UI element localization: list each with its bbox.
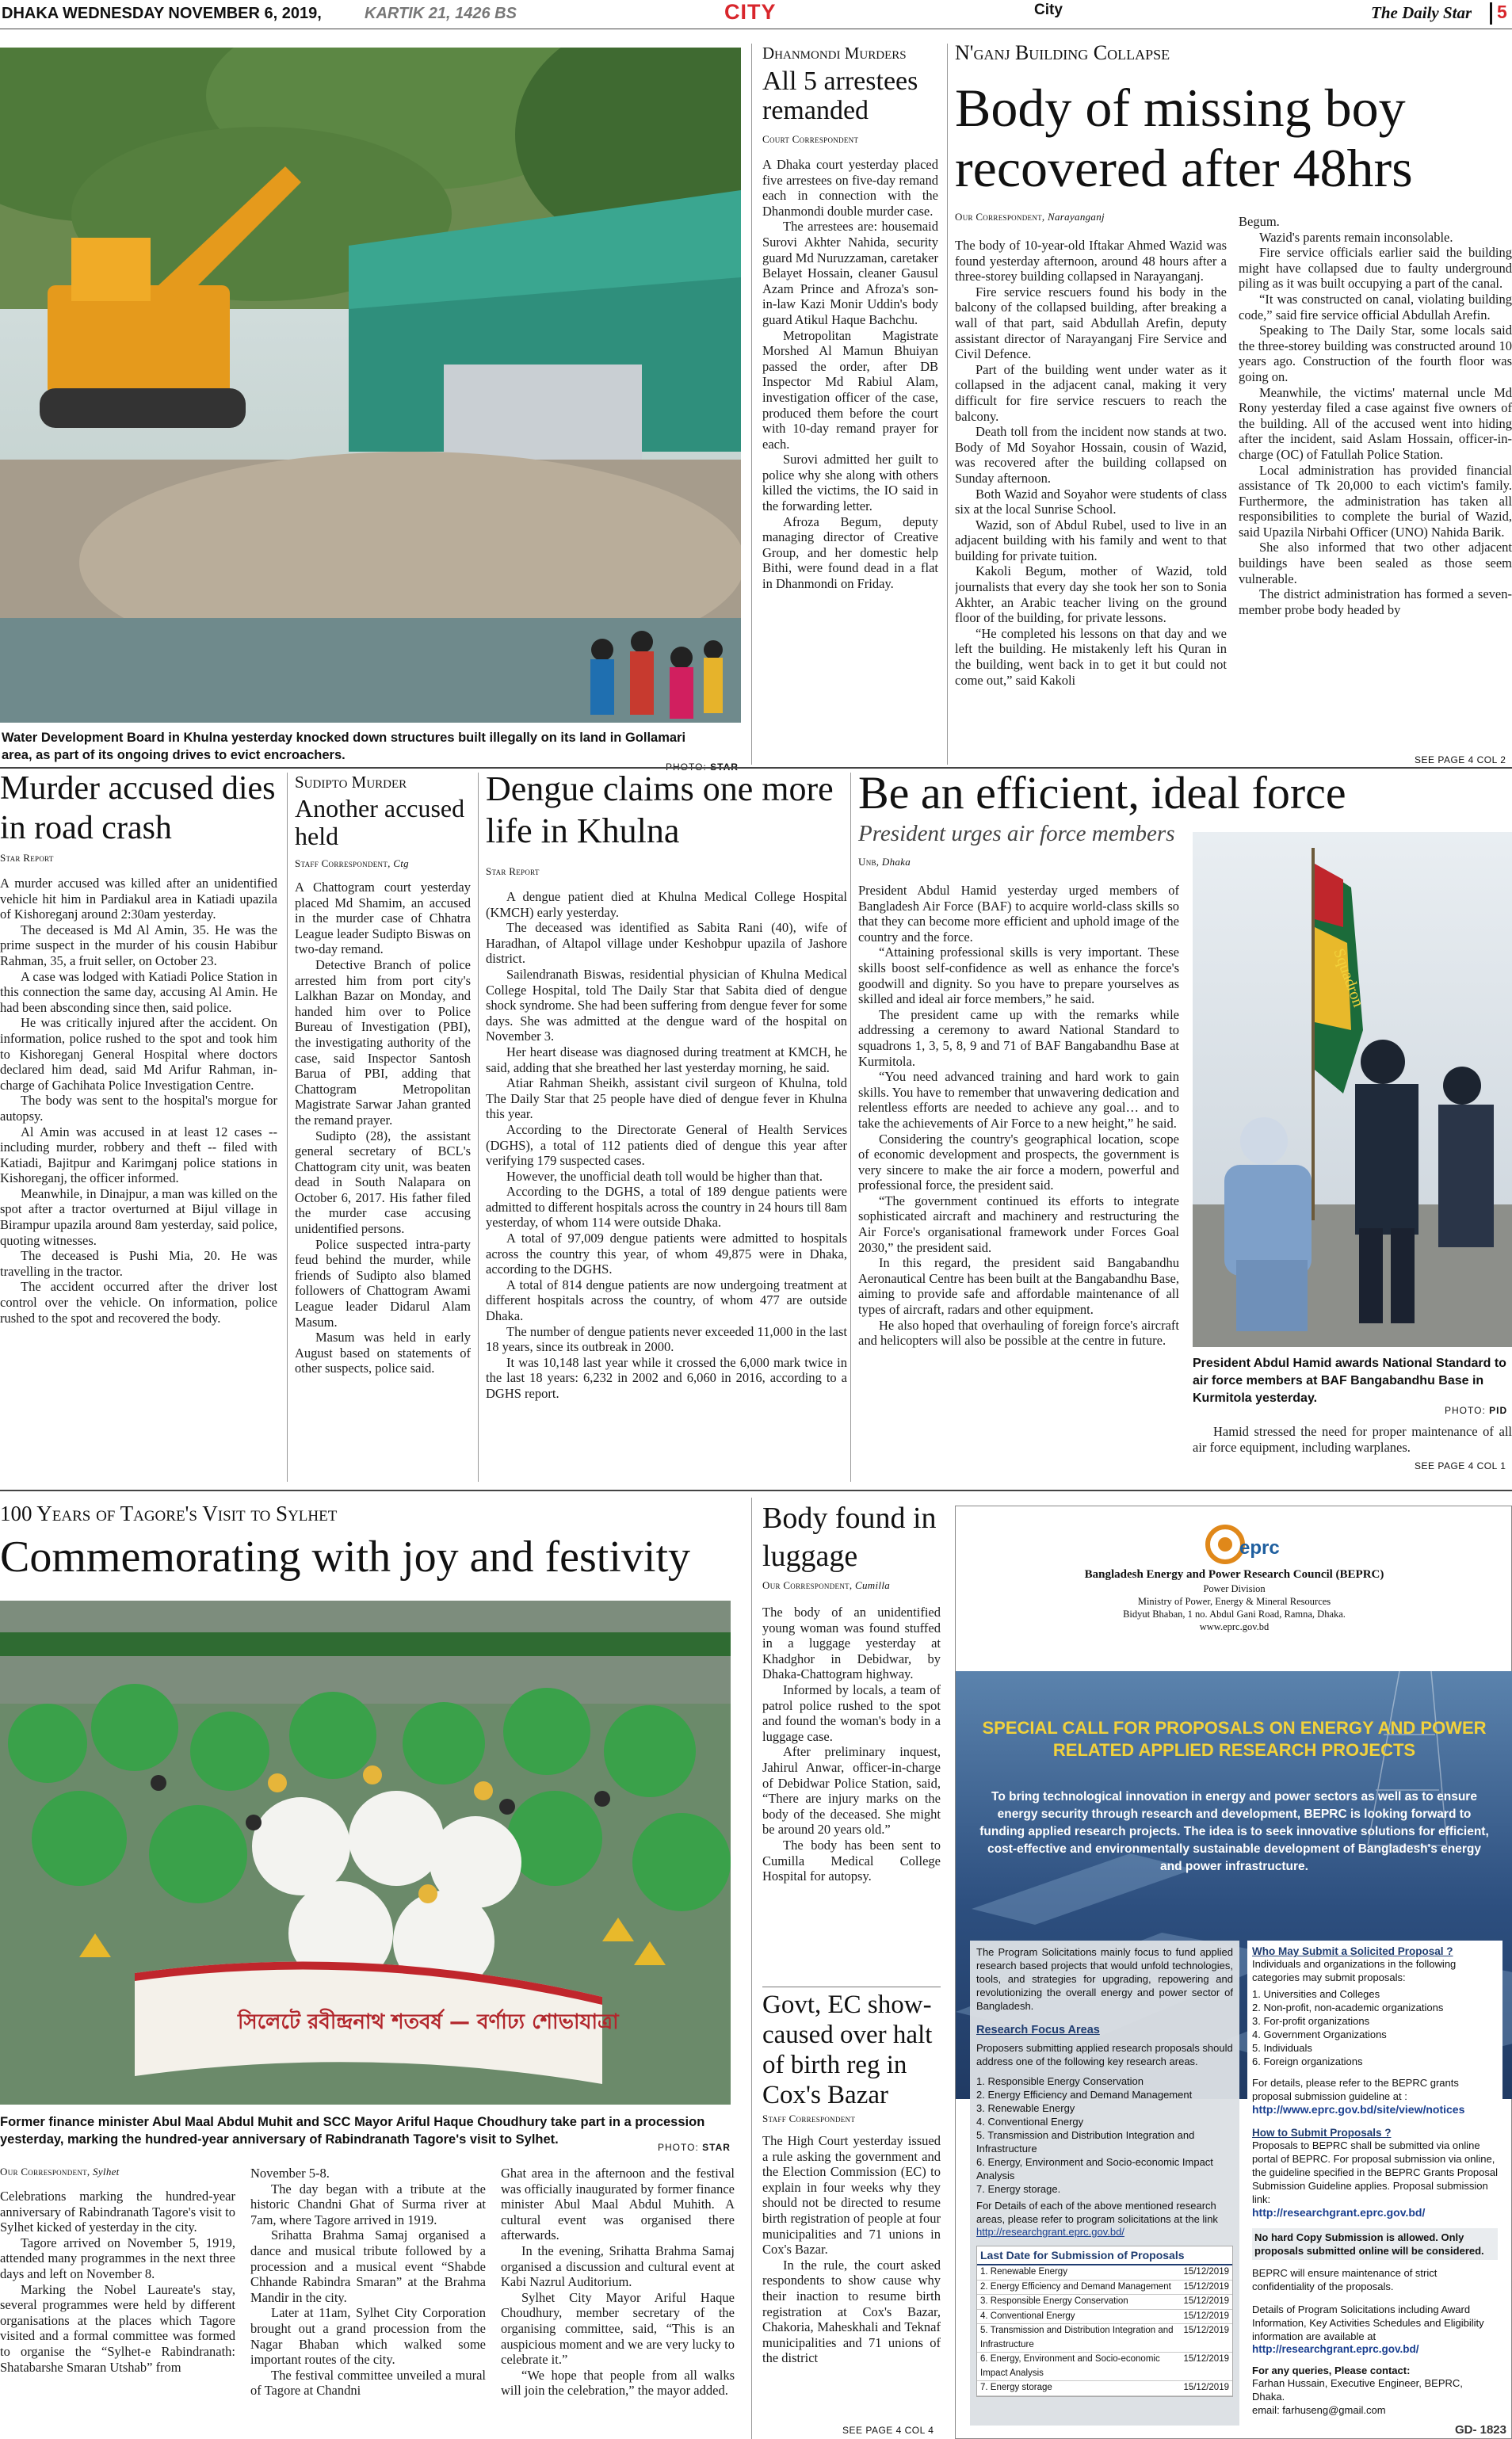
paragraph: The festival committee unveiled a mural of Tagore at Chandni (250, 2367, 486, 2399)
deadline-title: Last Date for Submission of Proposals (977, 2246, 1232, 2265)
paragraph: “Attaining professional skills is very important. These skills boost self-confidence as well as enhance the force's goodwill and dignity. So you have to prepare yourselves as skilled and ideal air force members,” he said. (858, 945, 1179, 1007)
paragraph: Considering the country's geographical location, scope of economic development and prospects, the government is very sincere to make the air force a modern, powerful and professional force, the president said. (858, 1131, 1179, 1193)
table-row (977, 2324, 1232, 2353)
who-title: Who May Submit a Solicited Proposal ? (1252, 1945, 1453, 1957)
paragraph: November 5-8. (250, 2166, 330, 2181)
paragraph: Wazid, son of Abdul Rubel, used to live in an adjacent building with his family and went to that building for private tuition. (955, 517, 1227, 563)
date-cell: 15/12/2019 (1183, 2311, 1229, 2321)
paragraph: Meanwhile, the victims' maternal uncle Md Rony yesterday filed a case against five owners of the building. All of the accused went into hiding after the incident, said Aslam Hossain, officer-in-charge (OC) of Fatullah Police Station. (1239, 384, 1512, 462)
date-cell: 15/12/2019 (1183, 2354, 1229, 2364)
paragraph: A murder accused was killed after an unidentified vehicle hit him in Pardiakul area in Katiadi upazila of Kishoreganj around 2:30am yesterday. (0, 876, 277, 922)
paragraph: Meanwhile, in Dinajpur, a man was killed on the spot after a tractor overturned at Bijul village in Birampur upazila around 8am yesterday, said police, quoting witnesses. (0, 1185, 277, 1248)
tagore-headline: Commemorating with joy and festivity (0, 1532, 691, 1582)
paragraph: Later at 11am, Sylhet City Corporation brought out a grand procession from the Nagar Bhaban which walked some important routes of the city. (250, 2305, 486, 2368)
paragraph: A total of 814 dengue patients are now undergoing treatment at different hospitals across the country, of whom 477 are outside Dhaka. (486, 1277, 847, 1324)
airforce-subhead: President urges air force members (858, 821, 1175, 846)
area-cell: 5. Transmission and Distribution Integration and Infrastructure (980, 2326, 1174, 2349)
paragraph: After preliminary inquest, Jahirul Anwar, officer-in-charge of Debidwar Police Station, said, “There are injury marks on the body of the deceased. She might be around 20 years old.” (762, 1744, 941, 1838)
who-list (1252, 1987, 1498, 2068)
ad-website: www.eprc.gov.bd (1199, 1621, 1270, 1632)
paragraph: It was 10,148 last year while it crossed the 6,000 mark twice in the last 18 years: 6,232 in 2002 and 6,060 in 2016, according to a DGHS report. (486, 1354, 847, 1401)
paragraph: Both Wazid and Soyahor were students of class six at the local Sunrise School. (955, 486, 1227, 517)
byline-place: Sylhet (93, 2166, 120, 2178)
murder-body (0, 876, 277, 1478)
banner-text: সিলেটে রবীন্দ্রনাথ শতবর্ষ — বর্ণাঢ্য শোভাযাত্রা (238, 2010, 619, 2034)
focus-intro: Proposers submitting applied research proposals should address one of the following key research areas. (976, 2042, 1233, 2067)
paragraph: “You need advanced training and hard work to gain skills. You have to remember that unwavering dedication and relentless efforts are needed to achieve any goal… and to take the achievements of Air Force to a new height,” he said. (858, 1069, 1179, 1131)
table-row (977, 2265, 1232, 2281)
date-cell: 15/12/2019 (1183, 2383, 1229, 2392)
sudipto-headline: Another accused held (295, 794, 465, 850)
paragraph: Sylhet City Mayor Ariful Haque Choudhury, member secretary of the organising committee, said, “This is an auspicious moment and we are very lucky to celebrate it.” (501, 2289, 735, 2368)
schedule-link[interactable]: http://researchgrant.eprc.gov.bd/ (1252, 2343, 1419, 2355)
paragraph: “He completed his lessons on that day and we left the building. He mistakenly left his Quran in the building, went back in to get it but could not come out,” said Kakoli (955, 625, 1227, 688)
tagore-body-2 (250, 2166, 486, 2439)
paragraph: Death toll from the incident now stands at two. Body of Md Soyahor Hossain, cousin of Wazid, was recovered after the building collapsed on Sunday afternoon. (955, 424, 1227, 486)
sudipto-body (295, 880, 471, 1478)
paragraph: “We hope that people from all walks will join the celebration,” the mayor added. (501, 2367, 735, 2399)
airforce-tail (1193, 1424, 1512, 1457)
ec-headline: Govt, EC show-caused over halt of birth reg in Cox's Bazar (762, 1991, 933, 2109)
tagore-byline (0, 2166, 120, 2178)
tagore-kicker: 100 Years of Tagore's Visit to Sylhet (0, 1502, 338, 1525)
paragraph: The body has been sent to Cumilla Medical College Hospital for autopsy. (762, 1837, 941, 1884)
paragraph: Kakoli Begum, mother of Wazid, told journalists that every day she took her son to Sonia Akhter, an Arabic teacher living on the ground floor of the building, for private lessons. (955, 563, 1227, 626)
dhanmondi-kicker: Dhanmondi Murders (762, 44, 907, 63)
paragraph: A Chattogram court yesterday placed Md Shamim, an accused in the murder case of Chhatra League leader Sudipto Biswas on two-day remand. (295, 880, 471, 957)
paragraph: In this regard, the president said Bangabandhu Aeronautical Centre has been built at the Bangabandhu Base, aiming to provide safe and affordable maintenance of all types of aircraft, radars and other equipment. (858, 1255, 1179, 1318)
procession-photo (0, 1601, 731, 2105)
list-item: 4. Conventional Energy (976, 2116, 1084, 2128)
airforce-photo-credit (1445, 1405, 1507, 1416)
guideline-text: For details, please refer to the BEPRC grants proposal submission guideline at : (1252, 2077, 1459, 2102)
paragraph: The body of an unidentified young woman was found stuffed in a luggage yesterday at Khadghor in Debidwar, by Dhaka-Chattogram highway. (762, 1605, 941, 1682)
paragraph: In the evening, Srihatta Brahma Samaj organised a discussion and cultural event at Kabi Nazrul Auditorium. (501, 2242, 735, 2290)
murder-headline: Murder accused dies in road crash (0, 770, 276, 847)
dateline: DHAKA WEDNESDAY NOVEMBER 6, 2019, (2, 5, 322, 22)
nganj-continued: SEE PAGE 4 COL 2 (1415, 754, 1506, 765)
eprc-logo (1193, 1522, 1281, 1570)
paragraph: Police suspected intra-party feud behind the murder, while friends of Sudipto also blamed followers of Chattogram Awami League leader Didarul Alam Masum. (295, 1236, 471, 1330)
paragraph: He was critically injured after the accident. On information, police rushed to the spot and took him to Kishoreganj General Hospital where doctors declared him dead, said Md Arifur Rahman, in-charge of Gachihata Police Investigation Centre. (0, 1015, 277, 1093)
paragraph: Her heart disease was diagnosed during treatment at KMCH, he said, adding that she breathed her last yesterday morning, he said. (486, 1044, 847, 1075)
luggage-body (762, 1605, 941, 1981)
paragraph: The arrestees are: housemaid Surovi Akhter Nahida, security guard Md Nuruzzaman, caretaker Belayet Hossain, cleaner Gausul Azam Prince and Afroza's son-in-law Kazi Monir Uddin's body guard Atikul Haque Bachchu. (762, 219, 938, 327)
paragraph: Tagore arrived on November 5, 1919, attended many programmes in the next three days and left on November 8. (0, 2235, 235, 2281)
demolition-caption: Water Development Board in Khulna yesterday knocked down structures built illegally on its land in Gollamari area, as part of its ongoing drives to evict encroachers. (2, 731, 686, 762)
paragraph: Begum. (1239, 214, 1280, 229)
paragraph: The deceased is Pushi Mia, 20. He was travelling in the tractor. (0, 1248, 277, 1279)
paragraph: Local administration has provided financial assistance of Tk 20,000 to each victim's family. Furthermore, the administration has taken all responsibilities to complete the burial of Wazid, said Upazila Nirbahi Officer (UNO) Nahida Barik. (1239, 462, 1512, 540)
paragraph: However, the unofficial death toll would be higher than that. (506, 1168, 823, 1184)
paragraph: Marking the Nobel Laureate's stay, several programmes were held by different organisations at the places which Tagore visited and a formal committee was formed to organise the “Sylhet-e Rabindranath: Shatabarshe Smaran Utshab” from (0, 2281, 235, 2375)
contact-email: email: farhuseng@gmail.com (1252, 2404, 1386, 2416)
byline-text: Staff Correspondent, (295, 857, 391, 869)
byline-place: Ctg (393, 857, 409, 869)
nganj-headline: Body of missing boy recovered after 48hrs (955, 78, 1413, 199)
paper-name: The Daily Star (1371, 3, 1472, 22)
dengue-byline: Star Report (486, 865, 540, 877)
section-label: City (1034, 2, 1063, 18)
paragraph: Ghat area in the afternoon and the festival was officially inaugurated by former finance minister Abul Maal Abdul Muhith. A cultural event was organised there afterwards. (501, 2166, 735, 2243)
ad-code: GD- 1823 (1454, 2423, 1506, 2437)
list-item: 1. Responsible Energy Conservation (976, 2075, 1144, 2087)
airforce-photo (1193, 832, 1512, 1347)
paragraph: Detective Branch of police arrested him from port city's Lalkhan Bazar on Monday, and handed him over to Police Bureau of Investigation (PBI), the investigating authority of the case, said Inspector Santosh Barua of PBI, adding that Chattogram Metropolitan Magistrate Sarwar Jahan granted the remand prayer. (295, 956, 471, 1128)
paragraph: The day began with a tribute at the historic Chandni Ghat of Surma river at 7am, where Tagore arrived in 1919. (250, 2181, 486, 2227)
list-item: 2. Non-profit, non-academic organizations (1252, 2002, 1444, 2013)
focus-areas (976, 2074, 1233, 2196)
paragraph: Sailendranath Biswas, residential physician of Khulna Medical College Hospital, told The Daily Star that Sabita died of dengue shock syndrome. She had been suffering from dengue fever for some days. She was admitted at the dengue ward of the hospital on November 3. (486, 966, 847, 1044)
paragraph: The number of dengue patients never exceeded 11,000 in the last 18 years, since its outbreak in 2000. (486, 1323, 847, 1355)
details-text: For Details of each of the above mentioned research areas, please refer to program solicitations at the link (976, 2200, 1218, 2225)
paragraph: Wazid's parents remain inconsolable. (1259, 229, 1453, 245)
logo-text: eprc (1239, 1537, 1280, 1559)
divider (850, 773, 851, 1482)
table-row (977, 2353, 1232, 2381)
divider (947, 44, 948, 765)
page-number: 5 (1497, 2, 1507, 22)
ad-division: Power Division (1203, 1583, 1266, 1594)
ad-org: Bangladesh Energy and Power Research Council (BEPRC) (1084, 1568, 1384, 1581)
flag-text: Squadron (1330, 946, 1368, 1010)
paragraph: The body was sent to the hospital's morgue for autopsy. (0, 1093, 277, 1124)
ad-call-title: SPECIAL CALL FOR PROPOSALS ON ENERGY AND POWER RELATED APPLIED RESEARCH PROJECTS (982, 1718, 1487, 1760)
list-item: 3. For-profit organizations (1252, 2015, 1370, 2027)
paragraph: A case was lodged with Katiadi Police Station in this connection the same day, accusing Al Amin. He had been absconding since then, said police. (0, 968, 277, 1015)
paragraph: She also informed that two other adjacent buildings have been sealed as those seem vulnerable. (1239, 540, 1512, 586)
nganj-byline (955, 211, 1105, 223)
airforce-continued: SEE PAGE 4 COL 1 (1415, 1460, 1506, 1471)
paragraph: The president came up with the remarks while addressing a ceremony to award National Standard to squadrons 1, 3, 5, 8, 9 and 71 of BAF Bangabandhu Base at Kurmitola. (858, 1006, 1179, 1069)
airforce-body (858, 883, 1179, 1479)
ec-byline: Staff Correspondent (762, 2113, 856, 2124)
dateline-bn: KARTIK 21, 1426 BS (365, 5, 517, 22)
list-item: 6. Foreign organizations (1252, 2055, 1363, 2067)
nganj-body-a (955, 238, 1227, 753)
date-cell: 15/12/2019 (1183, 2281, 1229, 2292)
dhanmondi-headline: All 5 arrestees remanded (762, 67, 918, 125)
table-row (977, 2281, 1232, 2296)
paragraph: Surovi admitted her guilt to police why she along with others killed the victims, the IO said in the forwarding letter. (762, 452, 938, 514)
divider (751, 1498, 752, 2439)
paragraph: President Abdul Hamid yesterday urged members of Bangladesh Air Force (BAF) to acquire world-class skills so that they can become more efficient and uphold image of the country and the force. (858, 883, 1179, 945)
area-cell: 3. Responsible Energy Conservation (980, 2296, 1128, 2306)
nganj-kicker: N'ganj Building Collapse (955, 41, 1170, 64)
paragraph: The deceased was identified as Sabita Rani (40), wife of Haradhan, of Altapol village under Keshobpur upazila of Jashore district. (486, 920, 847, 967)
paragraph: The accident occurred after the driver lost control over the vehicle. On information, police rushed to the spot and recovered the body. (0, 1279, 277, 1326)
byline-place: Narayanganj (1048, 211, 1105, 223)
airforce-byline (858, 856, 911, 868)
ad-left-panel (970, 1941, 1239, 2426)
dhanmondi-byline: Court Correspondent (762, 133, 859, 145)
divider (478, 773, 479, 1482)
program-text: The Program Solicitations mainly focus to fund applied research based projects that would unfold technologies, tools, and strategies for upgrading, repowering and revolutionizing the overall energy and power sector of Bangladesh. (976, 1946, 1233, 2012)
credit-name: PID (1489, 1405, 1508, 1416)
masthead (0, 0, 1512, 29)
paragraph: Hamid stressed the need for proper maintenance of all air force equipment, including warplanes. (1193, 1424, 1512, 1455)
paragraph: A total of 97,009 dengue patients were admitted to hospitals across the country this year, of whom 49,875 were in Dhaka, according to the DGHS. (486, 1231, 847, 1277)
hardcopy-note: No hard Copy Submission is allowed. Only proposals submitted online will be considered. (1252, 2228, 1498, 2260)
paragraph: According to the Directorate General of Health Services (DGHS), a total of 112 patients died of dengue this year after verifying 179 suspected cases. (486, 1121, 847, 1169)
list-item: 6. Energy, Environment and Socio-economic Impact Analysis (976, 2156, 1213, 2181)
date-cell: 15/12/2019 (1183, 2296, 1229, 2306)
byline-place: Cumilla (855, 1579, 891, 1591)
paragraph: “It was constructed on canal, violating building code,” said fire service official Abdullah Arefin. (1239, 291, 1512, 323)
paragraph: Sudipto (28), the assistant general secretary of BCL's Chattogram city unit, was beaten dead in South Nalapara on October 6, 2017. His father filed the murder case accusing unidentified persons. (295, 1128, 471, 1237)
sudipto-kicker: Sudipto Murder (295, 773, 407, 792)
paragraph: Al Amin was accused in at least 12 cases -- including murder, robbery and theft -- filed with Katiadi, Bajitpur and Karimganj police stations in Kishoreganj, the officer informed. (0, 1124, 277, 1186)
tagore-body-3 (501, 2166, 735, 2439)
paragraph: A dengue patient died at Khulna Medical College Hospital (KMCH) early yesterday. (486, 889, 847, 920)
procession-caption: Former finance minister Abul Maal Abdul Muhit and SCC Mayor Ariful Haque Choudhury take part in a procession yesterday, marking the hundred-year anniversary of Rabindranath Tagore's visit to Sylhet. (0, 2115, 705, 2147)
area-cell: 4. Conventional Energy (980, 2311, 1075, 2321)
area-cell: 6. Energy, Environment and Socio-economic Impact Analysis (980, 2354, 1160, 2378)
who-intro: Individuals and organizations in the following categories may submit proposals: (1252, 1958, 1457, 1983)
paragraph: Masum was held in early August based on statements of other suspects, police said. (295, 1330, 471, 1376)
demolition-photo (0, 48, 741, 723)
area-cell: 2. Energy Efficiency and Demand Management (980, 2281, 1171, 2292)
beprc-advertisement (955, 1506, 1512, 2439)
how-title: How to Submit Proposals ? (1252, 2127, 1392, 2139)
paragraph: Fire service rescuers found his body in the balcony of the collapsed building, after breaking a wall of that part, said Abdullah Arefin, deputy assistant director of Narayanganj Fire Service and Civil Defence. (955, 284, 1227, 362)
schedule-text: Details of Program Solicitations including Award Information, Key Activities Schedules and Eligibility information are available at (1252, 2304, 1484, 2342)
paragraph: Metropolitan Magistrate Morshed Al Mamun Bhuiyan passed the order, after DB Inspector Md Rabiul Alam, investigation officer of the case, produced them before the court with 10-day remand prayer for each. (762, 327, 938, 452)
area-cell: 1. Renewable Energy (980, 2267, 1067, 2277)
list-item: 5. Individuals (1252, 2042, 1312, 2054)
area-cell: 7. Energy storage (980, 2383, 1052, 2392)
paragraph: Part of the building went under water as it collapsed in the adjacent canal, making it very difficult for fire service rescuers to reach the balcony. (955, 361, 1227, 424)
paragraph: Afroza Begum, deputy managing director of Creative Group, and her domestic help Bithi, were found dead in a flat in Dhanmondi on Friday. (762, 513, 938, 592)
paragraph: A Dhaka court yesterday placed five arrestees on five-day remand each in connection with the Dhanmondi double murder case. (762, 157, 938, 219)
ad-right-panel (1247, 1941, 1502, 2426)
contact-title: For any queries, Please contact: (1252, 2365, 1411, 2376)
paragraph: “The government continued its efforts to integrate sophisticated aircraft and machinery and restructuring the Air Force's organisational framework under Forces Goal 2030,” the president said. (858, 1193, 1179, 1255)
section-title: CITY (724, 0, 777, 24)
paragraph: The deceased is Md Al Amin, 35. He was the prime suspect in the murder of his cousin Habibur Rahman, 35, a fruit seller, on October 23. (0, 922, 277, 968)
guideline-link[interactable]: http://www.eprc.gov.bd/site/view/notices (1252, 2103, 1465, 2116)
list-item: 1. Universities and Colleges (1252, 1988, 1380, 2000)
ad-ministry: Ministry of Power, Energy & Mineral Resources (1137, 1596, 1331, 1607)
ec-body (762, 2133, 941, 2420)
paragraph: Celebrations marking the hundred-year anniversary of Rabindranath Tagore's visit to Sylhet kicked of yesterday in the city. (0, 2189, 235, 2235)
focus-title: Research Focus Areas (976, 2024, 1100, 2036)
list-item: 2. Energy Efficiency and Demand Management (976, 2089, 1193, 2101)
credit-label: PHOTO: (1445, 1405, 1486, 1416)
table-row (977, 2295, 1232, 2310)
byline-text: Unb, (858, 856, 880, 868)
paragraph: Atiar Rahman Sheikh, assistant civil surgeon of Khulna, told The Daily Star that 25 people have died of dengue fever in Khulna this year. (486, 1075, 847, 1122)
list-item: 3. Renewable Energy (976, 2102, 1075, 2114)
paragraph: The High Court yesterday issued a rule asking the government and the Election Commission (EC) to explain in four weeks why they should not be directed to resume birth registration of people at four municipalities and 71 unions in Cox's Bazar. (762, 2133, 941, 2258)
date-cell: 15/12/2019 (1183, 2267, 1229, 2277)
paragraph: The body of 10-year-old Iftakar Ahmed Wazid was found yesterday afternoon, around 48 hours after a three-storey building collapsed in Narayanganj. (955, 238, 1227, 284)
list-item: 4. Government Organizations (1252, 2029, 1387, 2040)
page-divider (1490, 2, 1492, 25)
divider (287, 773, 288, 1482)
divider (751, 44, 752, 765)
ec-continued: SEE PAGE 4 COL 4 (842, 2425, 934, 2436)
paragraph: Fire service officials earlier said the building might have collapsed due to faulty underground piling as it was built occupying a part of the canal. (1239, 245, 1512, 292)
ad-intro: To bring technological innovation in energy and power sectors as well as to ensure energy security through research and development, BEPRC is looking forward to funding applied research projects. The idea is to seek innovative solutions for efficient, cost-effective and environmentally sustainable development of Bangladesh's energy and power infrastructure. (979, 1790, 1489, 1873)
date-cell: 15/12/2019 (1183, 2326, 1229, 2335)
paragraph: Speaking to The Daily Star, some locals said the three-storey building was constructed around 10 years ago. Construction of the fourth floor was going on. (1239, 323, 1512, 384)
credit-label: PHOTO: (658, 2142, 699, 2153)
dengue-headline: Dengue claims one more life in Khulna (486, 769, 834, 850)
deadline-table (976, 2246, 1233, 2397)
how-link[interactable]: http://researchgrant.eprc.gov.bd/ (1252, 2206, 1426, 2219)
dhanmondi-body (762, 157, 938, 743)
luggage-byline (762, 1579, 890, 1592)
sudipto-byline (295, 857, 409, 870)
how-text: Proposals to BEPRC shall be submitted via online portal of BEPRC. For proposal submission via online, the guideline specified in the BEPRC Grants Proposal Submission Guideline applies. Proposal submission link: (1252, 2139, 1499, 2205)
byline-text: Our Correspondent, (0, 2166, 90, 2178)
ad-address: Bidyut Bhaban, 1 no. Abdul Gani Road, Ramna, Dhaka. (1123, 1609, 1346, 1620)
list-item: 7. Energy storage. (976, 2183, 1061, 2195)
credit-name: STAR (702, 2142, 731, 2153)
byline-text: Our Correspondent, (762, 1579, 853, 1591)
contact-name: Farhan Hussain, Executive Engineer, BEPRC, Dhaka. (1252, 2377, 1463, 2403)
airforce-headline: Be an efficient, ideal force (858, 767, 1346, 819)
airforce-photo-caption: President Abdul Hamid awards National Standard to air force members at BAF Bangabandhu Base in Kurmitola yesterday. (1193, 1357, 1506, 1405)
paragraph: The district administration has formed a seven-member probe body headed by (1239, 586, 1512, 617)
paragraph: In the rule, the court asked respondents to show cause why their inaction to resume birth registration at Cox's Bazar, Chakoria, Maheskhali and Teknaf municipalities and 71 unions of the district (762, 2257, 941, 2366)
procession-credit (658, 2142, 731, 2153)
table-row (977, 2381, 1232, 2396)
details-link[interactable]: http://researchgrant.eprc.gov.bd/ (976, 2226, 1124, 2238)
murder-byline: Star Report (0, 852, 54, 864)
byline-text: Our Correspondent, (955, 211, 1045, 223)
paragraph: According to the DGHS, a total of 189 dengue patients were admitted to different hospitals across the country in 24 hours till 8am yesterday, of whom 114 were outside Dhaka. (486, 1184, 847, 1231)
luggage-headline: Body found in luggage (762, 1502, 937, 1573)
paragraph: Informed by locals, a team of patrol police rushed to the spot and found the woman's body in a luggage case. (762, 1681, 941, 1744)
paragraph: He also hoped that overhauling of foreign force's aircraft and helicopters will also be possible at the centre in future. (858, 1317, 1179, 1349)
tagore-body-1 (0, 2189, 235, 2439)
section-rule (0, 1490, 1512, 1491)
table-row (977, 2310, 1232, 2325)
list-item: 5. Transmission and Distribution Integration and Infrastructure (976, 2129, 1195, 2155)
dengue-body (486, 889, 847, 1479)
paragraph: Srihatta Brahma Samaj organised a dance and musical tribute followed by a procession and a musical event “Shabde Chhande Rabindra Smaran” at the Brahma Mandir in the city. (250, 2227, 486, 2305)
confidentiality-note: BEPRC will ensure maintenance of strict confidentiality of the proposals. (1252, 2267, 1438, 2292)
byline-place: Dhaka (881, 856, 911, 868)
nganj-body-b (1239, 214, 1512, 750)
